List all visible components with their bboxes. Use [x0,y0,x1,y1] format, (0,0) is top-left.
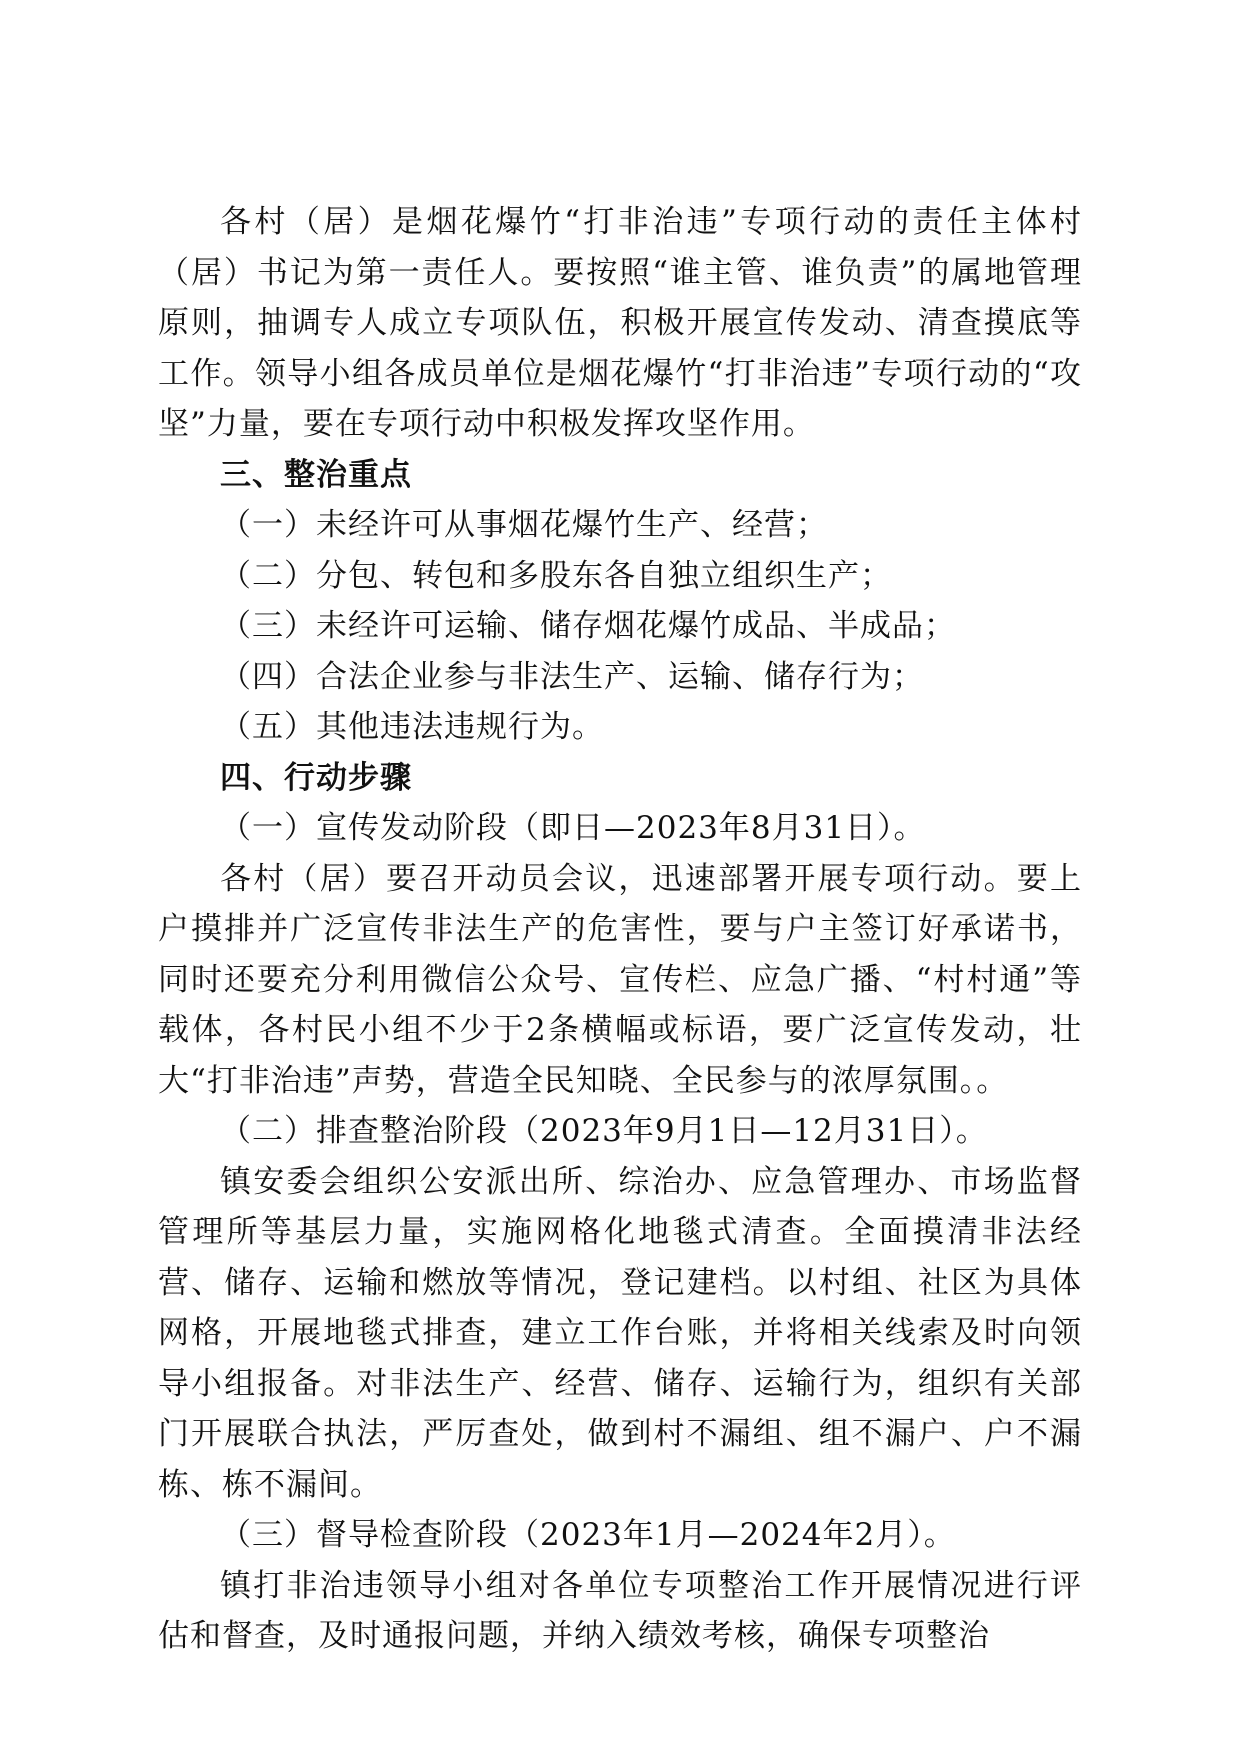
step-3-title: （三）督导检查阶段（2023年1月—2024年2月）。 [220,1517,956,1553]
focus-item-2: （二）分包、转包和多股东各自独立组织生产； [220,557,892,594]
document-body [158,197,1082,1662]
heading-rectification-focus: 三、整治重点 [220,456,412,493]
focus-item-5: （五）其他违法违规行为。 [220,709,604,745]
heading-action-steps: 四、行动步骤 [220,759,412,796]
step-1-body: 各村（居）要召开动员会议，迅速部署开展专项行动。要上户摸排并广泛宣传非法生产的危害性，要与户主签订好承诺书，同时还要充分利用微信公众号、宣传栏、应急广播、“村村通”等载体，各村民小组不少于2条横幅或标语，要广泛宣传发动，壮大“打非治违”声势，营造全民知晓、全民参与的浓厚氛围。。 [158,860,1082,1099]
focus-item-3: （三）未经许可运输、储存烟花爆竹成品、半成品； [220,608,956,644]
step-3-body: 镇打非治违领导小组对各单位专项整治工作开展情况进行评估和督查，及时通报问题，并纳入绩效考核，确保专项整治 [158,1567,1082,1654]
paragraph-responsibility: 各村（居）是烟花爆竹“打非治违”专项行动的责任主体村（居）书记为第一责任人。要按照“谁主管、谁负责”的属地管理原则，抽调专人成立专项队伍，积极开展宣传发动、清查摸底等工作。领导小组各成员单位是烟花爆竹“打非治违”专项行动的“攻坚”力量，要在专项行动中积极发挥攻坚作用。 [158,204,1082,442]
step-1-title: （一）宣传发动阶段（即日—2023年8月31日）。 [220,810,926,846]
focus-item-4: （四）合法企业参与非法生产、运输、储存行为； [220,658,924,695]
focus-item-1: （一）未经许可从事烟花爆竹生产、经营； [220,507,828,543]
step-2-body: 镇安委会组织公安派出所、综治办、应急管理办、市场监督管理所等基层力量，实施网格化地毯式清查。全面摸清非法经营、储存、运输和燃放等情况，登记建档。以村组、社区为具体网格，开展地毯式排查，建立工作台账，并将相关线索及时向领导小组报备。对非法生产、经营、储存、运输行为，组织有关部门开展联合执法，严厉查处，做到村不漏组、组不漏户、户不漏栋、栋不漏间。 [158,1163,1082,1503]
step-2-title: （二）排查整治阶段（2023年9月1日—12月31日）。 [220,1113,988,1149]
